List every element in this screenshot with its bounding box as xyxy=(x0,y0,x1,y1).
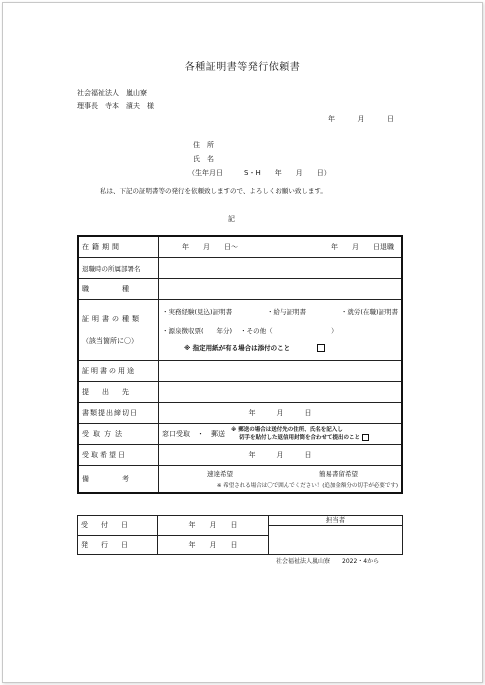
date-month: 月 xyxy=(357,115,365,123)
applicant-address-label: 住 所 xyxy=(193,141,214,149)
row-dept xyxy=(78,258,402,279)
cert-type-options xyxy=(159,300,403,361)
cert-type-label: 証明書の種類 xyxy=(82,315,142,323)
job-label: 職 種 xyxy=(78,279,159,300)
addressee: 理事長 寺本 濱夫 様 xyxy=(77,102,154,110)
footer-credit: 社会福祉法人嵐山寮 2022・4から xyxy=(276,558,380,565)
submit-to-label: 提 出 先 xyxy=(78,382,159,403)
date-line xyxy=(328,114,394,124)
mail-checkbox[interactable] xyxy=(362,434,369,441)
purpose-label: 証明書の用途 xyxy=(78,361,159,382)
row-remarks xyxy=(78,466,402,494)
deadline-label: 書類提出締切日 xyxy=(78,403,159,424)
organization-name: 社会福祉法人 嵐山寮 xyxy=(77,89,147,97)
received-label: 受 付 日 xyxy=(78,516,158,536)
row-job xyxy=(78,279,402,300)
cert-option-salary: ・給与証明書 xyxy=(267,307,306,316)
applicant-name-label: 氏 名 xyxy=(193,155,214,163)
tenure-label: 在籍期間 xyxy=(78,236,159,258)
cert-option-employment: ・就労(在職)証明書 xyxy=(340,307,398,316)
received-row xyxy=(78,516,403,536)
method-options: 窓口受取 ・ 郵送 xyxy=(162,430,225,438)
staff-cell xyxy=(269,516,403,555)
attach-checkbox[interactable] xyxy=(317,344,325,352)
tenure-value xyxy=(159,236,403,258)
remarks-value-cell xyxy=(159,466,403,494)
tenure-to: 年 月 日退職 xyxy=(331,243,394,251)
date-year: 年 xyxy=(328,115,335,123)
purpose-value xyxy=(159,361,403,382)
mail-note-1: ※ 郵送の場合は送付先の住所、氏名を記入し xyxy=(231,426,343,433)
request-text: 私は、下記の証明書等の発行を依頼致しますので、よろしくお願い致します。 xyxy=(100,187,327,195)
row-cert-type xyxy=(78,300,402,361)
cert-attach-note: ※ 指定用紙が有る場合は添付のこと xyxy=(184,343,291,352)
tenure-from: 年 月 日～ xyxy=(182,243,238,251)
received-date: 年 月 日 xyxy=(157,516,268,536)
submit-to-value xyxy=(159,382,403,403)
remarks-registered: 簡易書留希望 xyxy=(319,470,358,478)
applicant-birth-label: （生年月日 S・H 年 月 日） xyxy=(188,169,331,177)
row-desired-date xyxy=(78,445,402,466)
staff-label: 担当者 xyxy=(269,516,402,526)
method-label: 受取方法 xyxy=(78,424,159,445)
row-tenure xyxy=(78,236,402,258)
remarks-note: ※ 希望される場合は〇で囲んでください！(追加金額分の切手が必要です) xyxy=(216,483,398,489)
row-deadline xyxy=(78,403,402,424)
dept-label: 退職時の所属部署名 xyxy=(78,258,159,279)
row-purpose xyxy=(78,361,402,382)
desired-date-value: 年 月 日 xyxy=(159,445,403,466)
issued-date: 年 月 日 xyxy=(157,535,268,555)
cert-option-withholding: ・源泉徴収票( 年分) xyxy=(162,326,233,335)
office-use-table xyxy=(77,515,403,555)
desired-date-label: 受取希望日 xyxy=(78,445,159,466)
date-day: 日 xyxy=(386,115,394,123)
deadline-value: 年 月 日 xyxy=(159,403,403,424)
cert-option-work-experience: ・実務経験(見込)証明書 xyxy=(162,307,233,316)
method-value-cell xyxy=(159,424,403,445)
document-title: 各種証明書等発行依頼書 xyxy=(184,62,301,73)
row-method xyxy=(78,424,402,445)
dept-value xyxy=(159,258,403,279)
mail-note-2: 切手を貼付した返信用封筒を合わせて提出のこと xyxy=(239,434,361,441)
remarks-express: 速達希望 xyxy=(207,470,233,478)
cert-option-other: ・その他（ ） xyxy=(240,326,338,335)
cert-type-sub: （該当箇所に〇） xyxy=(82,337,138,345)
ki-label: 記 xyxy=(228,215,235,223)
row-submit-to xyxy=(78,382,402,403)
cert-type-label-cell xyxy=(78,300,159,361)
job-value xyxy=(159,279,403,300)
request-form-table xyxy=(77,235,403,494)
staff-box xyxy=(269,526,402,554)
issued-label: 発 行 日 xyxy=(78,535,158,555)
remarks-label: 備 考 xyxy=(78,466,159,494)
